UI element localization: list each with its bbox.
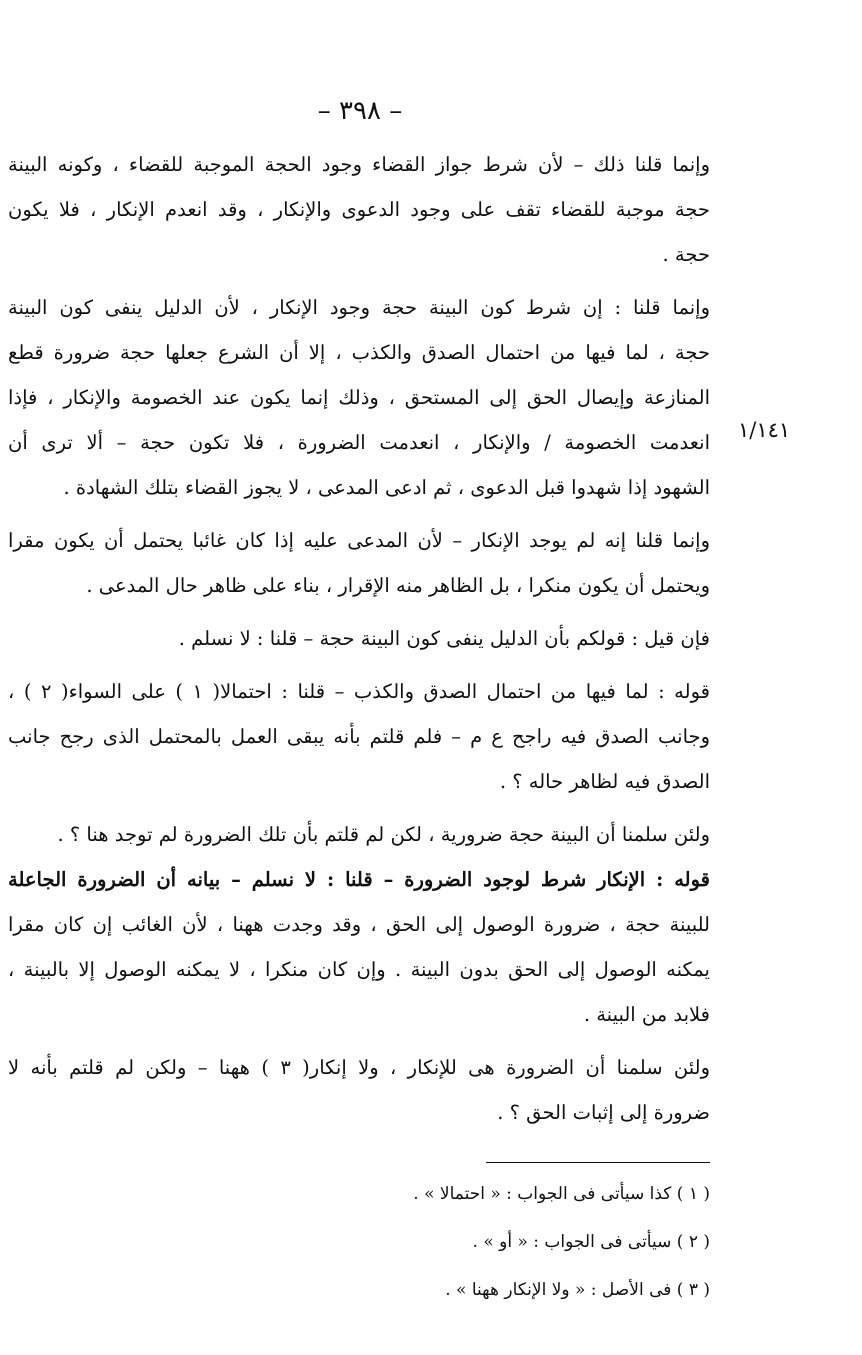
page-number: – ٣٩٨ – xyxy=(317,96,403,126)
footnotes xyxy=(320,1170,710,1314)
paragraph xyxy=(8,285,710,510)
text-line: ويحتمل أن يكون منكرا ، بل الظاهر منه الإقرار ، بناء على ظاهر حال المدعى . xyxy=(86,574,710,597)
text-line: وإنما قلنا : إن شرط كون البينة حجة وجود الإنكار ، لأن الدليل ينفى كون البينة xyxy=(8,296,710,319)
footnote-divider xyxy=(486,1162,710,1163)
text-line: ضرورة إلى إثبات الحق ؟ . xyxy=(497,1101,710,1124)
text-line: الصدق فيه لظاهر حاله ؟ . xyxy=(499,770,710,793)
text-line: وجانب الصدق فيه راجح ع م – فلم قلتم بأنه يبقى العمل بالمحتمل الذى رجح جانب xyxy=(8,725,710,748)
main-text xyxy=(8,142,710,1143)
paragraph xyxy=(8,616,710,661)
paragraph xyxy=(8,142,710,277)
paragraph xyxy=(8,1045,710,1135)
text-line: فإن قيل : قولكم بأن الدليل ينفى كون البينة حجة – قلنا : لا نسلم . xyxy=(178,627,710,650)
margin-folio-note: ١/١٤١ xyxy=(738,418,791,442)
text-line: قوله : لما فيها من احتمال الصدق والكذب – قلنا : احتمالا( ١ ) على السواء( ٢ ) ، xyxy=(8,680,710,703)
text-line: قوله : الإنكار شرط لوجود الضرورة – قلنا : لا نسلم – بيانه أن الضرورة الجاعلة xyxy=(8,868,710,891)
text-line: ولئن سلمنا أن البينة حجة ضرورية ، لكن لم قلتم بأن تلك الضرورة لم توجد هنا ؟ . xyxy=(57,823,710,846)
footnote: ( ٢ ) سيأتى فى الجواب : « أو » . xyxy=(472,1232,710,1252)
text-line: حجة موجبة للقضاء تقف على وجود الدعوى والإنكار ، وقد انعدم الإنكار ، فلا يكون xyxy=(8,198,710,221)
text-line: يمكنه الوصول إلى الحق بدون البينة . وإن كان منكرا ، لا يمكنه الوصول إلا بالبينة ، xyxy=(8,958,710,981)
text-line: وإنما قلنا إنه لم يوجد الإنكار – لأن المدعى عليه إذا كان غائبا يحتمل أن يكون مقرا xyxy=(8,529,710,552)
paragraph xyxy=(8,518,710,608)
paragraph xyxy=(8,669,710,804)
text-line: انعدمت الخصومة / والإنكار ، انعدمت الضرورة ، فلا تكون حجة – ألا ترى أن xyxy=(8,431,710,454)
text-line: حجة . xyxy=(662,243,710,266)
paragraph xyxy=(8,812,710,1037)
footnote: ( ٣ ) فى الأصل : « ولا الإنكار ههنا » . xyxy=(445,1280,710,1300)
text-line: ولئن سلمنا أن الضرورة هى للإنكار ، ولا إنكار( ٣ ) ههنا – ولكن لم قلتم بأنه لا xyxy=(8,1056,710,1079)
footnote: ( ١ ) كذا سيأتى فى الجواب : « احتمالا » . xyxy=(413,1184,710,1204)
text-line: الشهود إذا شهدوا قبل الدعوى ، ثم ادعى المدعى ، لا يجوز القضاء بتلك الشهادة . xyxy=(63,476,710,499)
text-line: المنازعة وإيصال الحق إلى المستحق ، وذلك إنما يكون عند الخصومة والإنكار ، فإذا xyxy=(8,386,710,409)
text-line: للبينة حجة ، ضرورة الوصول إلى الحق ، وقد وجدت ههنا ، لأن الغائب إن كان مقرا xyxy=(8,913,710,936)
text-line: وإنما قلنا ذلك – لأن شرط جواز القضاء وجود الحجة الموجبة للقضاء ، وكونه البينة xyxy=(8,153,710,176)
text-line: حجة ، لما فيها من احتمال الصدق والكذب ، إلا أن الشرع جعلها حجة ضرورة قطع xyxy=(8,341,710,364)
text-line: فلابد من البينة . xyxy=(583,1003,710,1026)
